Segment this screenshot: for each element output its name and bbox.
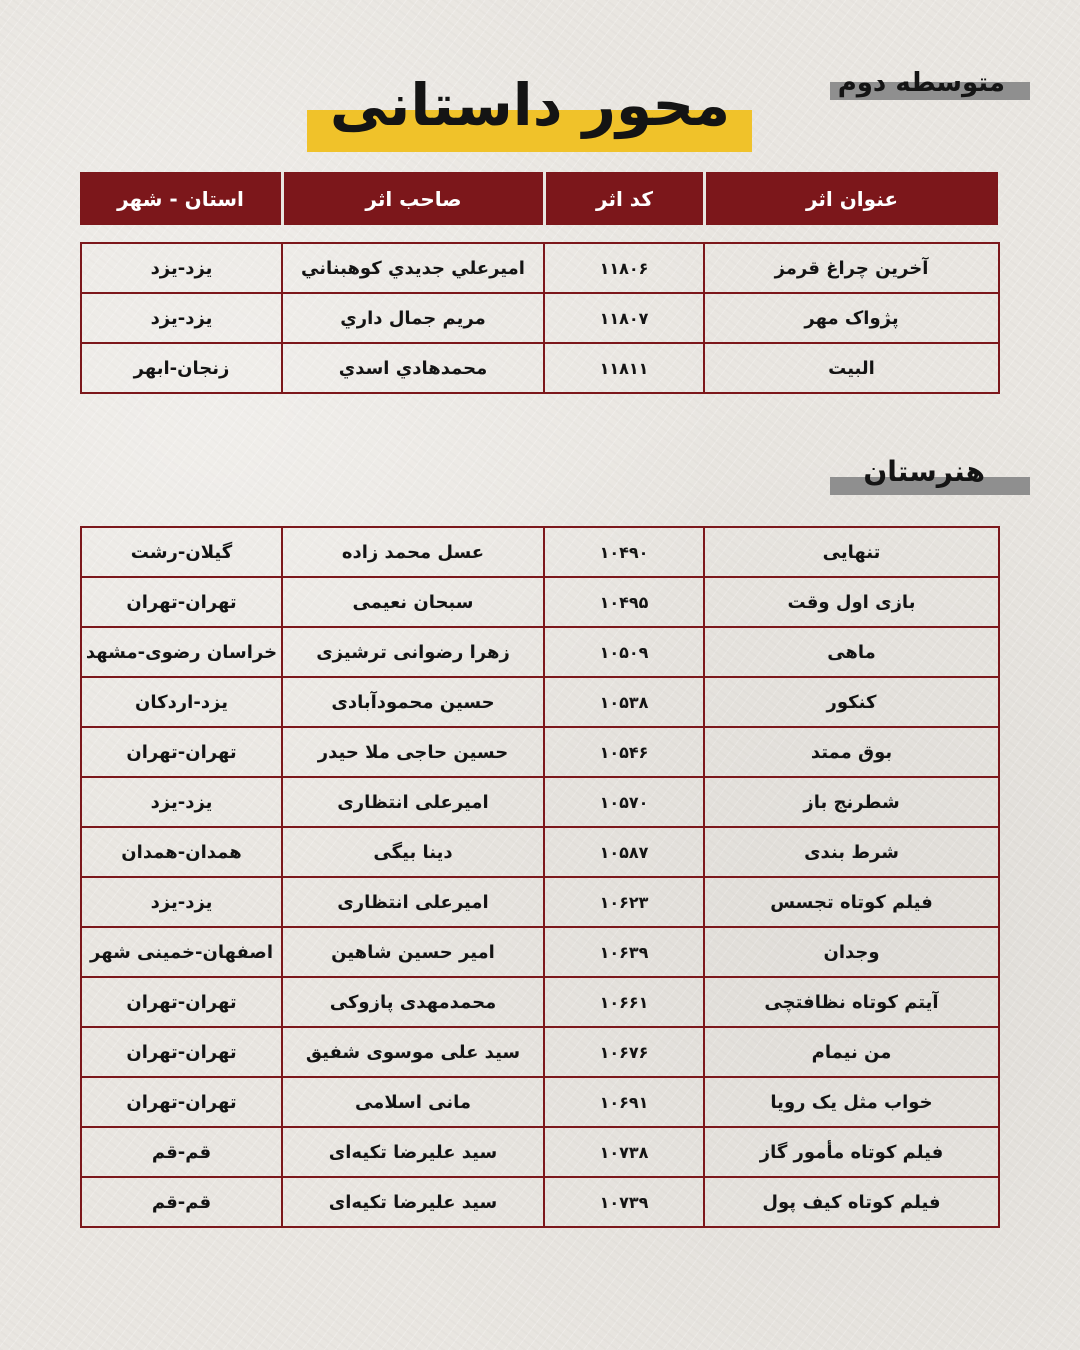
cell-title: کنکور bbox=[704, 677, 999, 727]
cell-author: حسین محمودآبادی bbox=[282, 677, 544, 727]
table-row bbox=[81, 293, 999, 343]
cell-city: تهران-تهران bbox=[81, 577, 282, 627]
cell-code: ۱۱۸۱۱ bbox=[544, 343, 704, 393]
cell-author: حسین حاجی ملا حیدر bbox=[282, 727, 544, 777]
cell-city: زنجان-ابهر bbox=[81, 343, 282, 393]
cell-code: ۱۰۷۳۹ bbox=[544, 1177, 704, 1227]
cell-title: بازی اول وقت bbox=[704, 577, 999, 627]
table-row bbox=[81, 577, 999, 627]
cell-city: یزد-اردکان bbox=[81, 677, 282, 727]
cell-city: يزد-يزد bbox=[81, 243, 282, 293]
cell-city: اصفهان-خمینی شهر bbox=[81, 927, 282, 977]
header-city: استان - شهر bbox=[80, 172, 281, 225]
cell-author: امیرعلی انتظاری bbox=[282, 777, 544, 827]
cell-title: پژواک مهر bbox=[704, 293, 999, 343]
grade-label: متوسطه دوم bbox=[837, 68, 1005, 98]
cell-title: خواب مثل یک رویا bbox=[704, 1077, 999, 1127]
cell-city: خراسان رضوی-مشهد bbox=[81, 627, 282, 677]
cell-code: ۱۰۶۶۱ bbox=[544, 977, 704, 1027]
cell-code: ۱۰۶۲۳ bbox=[544, 877, 704, 927]
table-row bbox=[81, 677, 999, 727]
cell-author: مانی اسلامی bbox=[282, 1077, 544, 1127]
cell-code: ۱۰۷۳۸ bbox=[544, 1127, 704, 1177]
header-author: صاحب اثر bbox=[281, 172, 543, 225]
cell-author: امیرعلی انتظاری bbox=[282, 877, 544, 927]
cell-city: يزد-يزد bbox=[81, 293, 282, 343]
table-row bbox=[81, 1177, 999, 1227]
table-row bbox=[81, 343, 999, 393]
cell-city: تهران-تهران bbox=[81, 1027, 282, 1077]
cell-city: گیلان-رشت bbox=[81, 527, 282, 577]
cell-title: تنهایی bbox=[704, 527, 999, 577]
cell-title: شطرنج باز bbox=[704, 777, 999, 827]
cell-title: آخرين چراغ قرمز bbox=[704, 243, 999, 293]
cell-author: محمدمهدی پازوکی bbox=[282, 977, 544, 1027]
cell-title: شرط بندی bbox=[704, 827, 999, 877]
header-code: کد اثر bbox=[543, 172, 703, 225]
cell-title: بوق ممتد bbox=[704, 727, 999, 777]
section-label-honarestan: هنرستان bbox=[863, 455, 985, 488]
cell-author: سبحان نعیمی bbox=[282, 577, 544, 627]
cell-author: امیر حسین شاهین bbox=[282, 927, 544, 977]
cell-code: ۱۰۶۷۶ bbox=[544, 1027, 704, 1077]
cell-code: ۱۰۵۰۹ bbox=[544, 627, 704, 677]
cell-title: فیلم کوتاه کیف پول bbox=[704, 1177, 999, 1227]
table-header bbox=[80, 172, 998, 225]
table-section1 bbox=[80, 242, 1000, 394]
cell-author: سید علیرضا تکیه‌ای bbox=[282, 1177, 544, 1227]
cell-author: اميرعلي جديدي كوهبناني bbox=[282, 243, 544, 293]
header-title: عنوان اثر bbox=[703, 172, 998, 225]
cell-city: تهران-تهران bbox=[81, 727, 282, 777]
table-row bbox=[81, 1027, 999, 1077]
table-row bbox=[81, 977, 999, 1027]
cell-title: فیلم کوتاه تجسس bbox=[704, 877, 999, 927]
cell-title: فیلم کوتاه مأمور گاز bbox=[704, 1127, 999, 1177]
cell-city: یزد-یزد bbox=[81, 777, 282, 827]
table-row bbox=[81, 1077, 999, 1127]
cell-title: البيت bbox=[704, 343, 999, 393]
table-row bbox=[81, 527, 999, 577]
page-title: محور داستانی bbox=[329, 71, 731, 139]
table-section2 bbox=[80, 526, 1000, 1228]
cell-title: ماهی bbox=[704, 627, 999, 677]
cell-code: ۱۱۸۰۶ bbox=[544, 243, 704, 293]
cell-author: سید علی موسوی شفیق bbox=[282, 1027, 544, 1077]
cell-code: ۱۰۴۹۵ bbox=[544, 577, 704, 627]
cell-code: ۱۰۶۹۱ bbox=[544, 1077, 704, 1127]
cell-city: قم-قم bbox=[81, 1177, 282, 1227]
table-row bbox=[81, 827, 999, 877]
cell-author: محمدهادي اسدي bbox=[282, 343, 544, 393]
cell-author: عسل محمد زاده bbox=[282, 527, 544, 577]
cell-city: تهران-تهران bbox=[81, 1077, 282, 1127]
cell-city: یزد-یزد bbox=[81, 877, 282, 927]
cell-code: ۱۱۸۰۷ bbox=[544, 293, 704, 343]
table-row bbox=[81, 243, 999, 293]
cell-city: تهران-تهران bbox=[81, 977, 282, 1027]
cell-city: قم-قم bbox=[81, 1127, 282, 1177]
cell-title: وجدان bbox=[704, 927, 999, 977]
cell-code: ۱۰۴۹۰ bbox=[544, 527, 704, 577]
cell-title: من نیمام bbox=[704, 1027, 999, 1077]
cell-author: سید علیرضا تکیه‌ای bbox=[282, 1127, 544, 1177]
cell-code: ۱۰۵۴۶ bbox=[544, 727, 704, 777]
table-row bbox=[81, 927, 999, 977]
table-row bbox=[81, 877, 999, 927]
cell-code: ۱۰۵۷۰ bbox=[544, 777, 704, 827]
table-row bbox=[81, 777, 999, 827]
cell-code: ۱۰۵۳۸ bbox=[544, 677, 704, 727]
table-row bbox=[81, 627, 999, 677]
cell-city: همدان-همدان bbox=[81, 827, 282, 877]
table-row bbox=[81, 727, 999, 777]
cell-author: دینا بیگی bbox=[282, 827, 544, 877]
cell-author: مريم جمال داري bbox=[282, 293, 544, 343]
cell-author: زهرا رضوانی ترشیزی bbox=[282, 627, 544, 677]
cell-code: ۱۰۵۸۷ bbox=[544, 827, 704, 877]
cell-title: آیتم کوتاه نظافتچی bbox=[704, 977, 999, 1027]
table-row bbox=[81, 1127, 999, 1177]
cell-code: ۱۰۶۳۹ bbox=[544, 927, 704, 977]
